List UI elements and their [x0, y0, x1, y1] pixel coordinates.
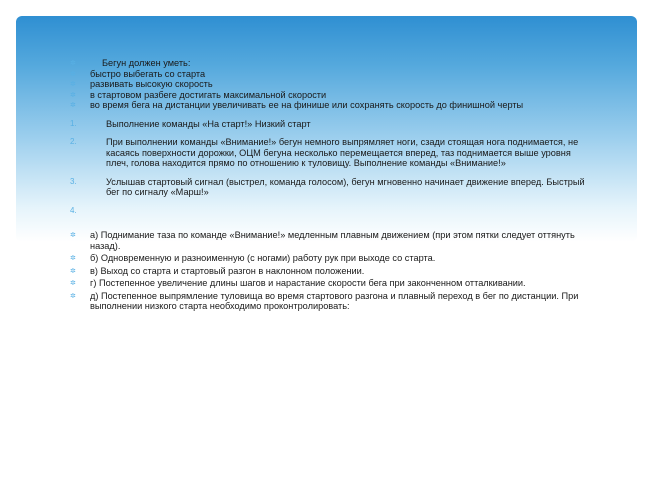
star-bullet-icon: ✲ — [70, 102, 76, 109]
star-bullet-icon: ✲ — [70, 232, 76, 239]
step-text-row — [70, 137, 590, 169]
star-bullet-icon: ✲ — [70, 267, 76, 275]
skill-text: быстро выбегать со старта — [90, 68, 206, 79]
slide-content — [70, 58, 590, 312]
check-text: д) Постепенное выпрямление туловища во время стартового разгона и плавный переход в бег по дистанции. При выполнении низкого старта необходимо проконтролировать: — [90, 290, 579, 311]
list-item — [70, 291, 590, 312]
step-item — [70, 206, 590, 217]
list-item — [70, 79, 590, 90]
list-item — [70, 69, 590, 80]
star-bullet-icon: ✲ — [70, 60, 76, 67]
intro-heading: Бегун должен уметь: — [102, 58, 191, 68]
step-number: 2. — [70, 137, 77, 146]
check-text: б) Одновременную и разноименную (с ногами) работу рук при выходе со старта. — [90, 253, 436, 263]
list-item — [70, 230, 590, 251]
step-text-row — [70, 119, 590, 130]
star-bullet-icon: ✲ — [70, 91, 76, 99]
step-text: Услышав стартовый сигнал (выстрел, команда голосом), бегун мгновенно начинает движение вперед. Быстрый бег по сигналу «Марш!» — [106, 176, 585, 197]
star-bullet-icon: ✲ — [70, 292, 76, 300]
step-text — [90, 206, 590, 217]
step-text: При выполнении команды «Внимание!» бегун немного выпрямляет ноги, сзади стоящая нога поднимается, не касаясь поверхности дорожки, ОЦМ бегуна несколько перемещается вперед, таз поднимается выше уровня плеч, голова находится прямо по отношению к туловищу. Выполнение команды «Внимание!» — [106, 137, 579, 168]
step-number: 3. — [70, 176, 77, 186]
star-bullet-icon: ✲ — [70, 255, 76, 262]
star-bullet-icon: ✲ — [70, 280, 76, 287]
step-number: 1. — [70, 118, 77, 128]
step-text: Выполнение команды «На старт!» Низкий старт — [106, 118, 311, 129]
list-item — [70, 253, 590, 264]
skill-text: развивать высокую скорость — [90, 79, 213, 89]
check-text: а) Поднимание таза по команде «Внимание!» медленным плавным движением (при этом пятки следует оттянуть назад). — [90, 230, 575, 251]
check-text: г) Постепенное увеличение длины шагов и нарастание скорости бега при законченном отталкивании. — [90, 278, 526, 288]
list-item — [70, 100, 590, 111]
step-number: 4. — [70, 205, 77, 215]
skill-text: в стартовом разбеге достигать максимальной скорости — [90, 89, 327, 100]
list-item — [70, 266, 590, 277]
star-bullet-icon: ✲ — [70, 81, 76, 88]
list-item — [70, 90, 590, 101]
step-text-row — [70, 177, 590, 198]
check-text: в) Выход со старта и стартовый разгон в наклонном положении. — [90, 265, 365, 276]
list-item — [70, 278, 590, 289]
star-bullet-icon: ✲ — [70, 70, 76, 78]
intro-heading-row — [70, 58, 590, 69]
skill-text: во время бега на дистанции увеличивать ее на финише или сохранять скорость до финишной черты — [90, 100, 524, 110]
